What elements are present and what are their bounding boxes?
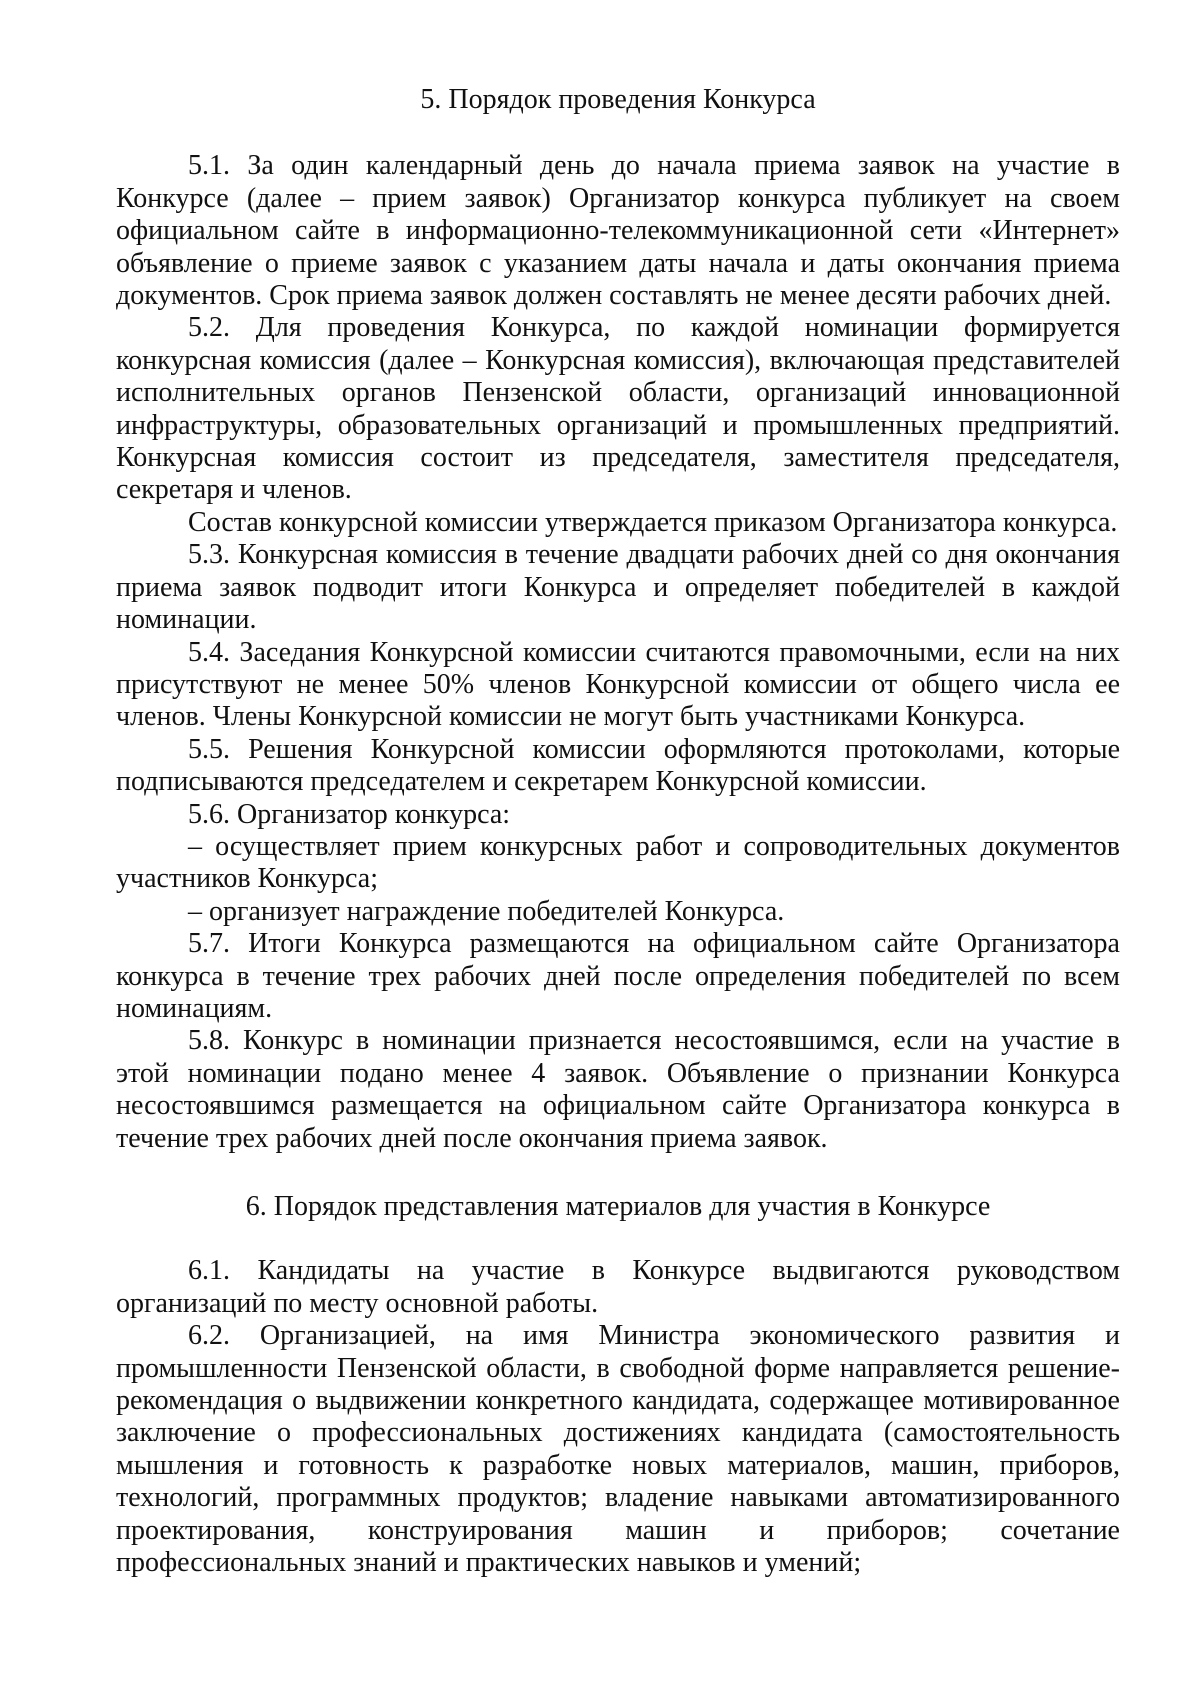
section-6-title: 6. Порядок представления материалов для участия в Конкурсе (245, 1191, 991, 1222)
list-item-5-6-2: – организует награждение победителей Конкурса. (188, 895, 785, 927)
paragraph-6-1: 6.1. Кандидаты на участие в Конкурсе выдвигаются руководством организаций по месту основной работы. (116, 1255, 1120, 1319)
paragraph-5-8: 5.8. Конкурс в номинации признается несостоявшимся, если на участие в этой номинации подано менее 4 заявок. Объявление о признании Конкурса несостоявшимся размещается на официальном сайте Организатора конкурса в течение трех рабочих дней после окончания приема заявок. (116, 1025, 1120, 1154)
paragraph-6-2: 6.2. Организацией, на имя Министра экономического развития и промышленности Пензенской области, в свободной форме направляется решение-рекомендация о выдвижении конкретного кандидата, содержащее мотивированное заключение о профессиональных достижениях кандидата (самостоятельность мышления и готовность к разработке новых материалов, машин, приборов, технологий, программных продуктов; владение навыками автоматизированного проектирования, конструирования машин и приборов; сочетание профессиональных знаний и практических навыков и умений; (116, 1320, 1120, 1579)
paragraph-5-4: 5.4. Заседания Конкурсной комиссии считаются правомочными, если на них присутствуют не менее 50% членов Конкурсной комиссии от общего числа ее членов. Члены Конкурсной комиссии не могут быть участниками Конкурса. (116, 636, 1120, 733)
list-item-5-6-1: – осуществляет прием конкурсных работ и сопроводительных документов участников Конкурса; (116, 830, 1120, 895)
section-5-title: 5. Порядок проведения Конкурса (420, 84, 816, 115)
document-page (116, 84, 1120, 1579)
paragraph-5-3: 5.3. Конкурсная комиссия в течение двадцати рабочих дней со дня окончания приема заявок подводит итоги Конкурса и определяет победителей в каждой номинации. (116, 539, 1120, 636)
paragraph-5-2-composition: Состав конкурсной комиссии утверждается приказом Организатора конкурса. (188, 506, 1118, 538)
paragraph-5-2: 5.2. Для проведения Конкурса, по каждой номинации формируется конкурсная комиссия (далее – Конкурсная комиссия), включающая представителей исполнительных органов Пензенской области, организаций инновационной инфраструктуры, образовательных организаций и промышленных предприятий. Конкурсная комиссия состоит из председателя, заместителя председателя, секретаря и членов. (116, 312, 1120, 506)
paragraph-5-6: 5.6. Организатор конкурса: (188, 798, 511, 830)
paragraph-5-7: 5.7. Итоги Конкурса размещаются на официальном сайте Организатора конкурса в течение трех рабочих дней после определения победителей по всем номинациям. (116, 928, 1120, 1024)
paragraph-5-1: 5.1. За один календарный день до начала приема заявок на участие в Конкурсе (далее – прием заявок) Организатор конкурса публикует на своем официальном сайте в информационно-телекоммуникационной сети «Интернет» объявление о приеме заявок с указанием даты начала и даты окончания приема документов. Срок приема заявок должен составлять не менее десяти рабочих дней. (116, 150, 1120, 312)
paragraph-5-5: 5.5. Решения Конкурсной комиссии оформляются протоколами, которые подписываются председателем и секретарем Конкурсной комиссии. (116, 733, 1120, 798)
